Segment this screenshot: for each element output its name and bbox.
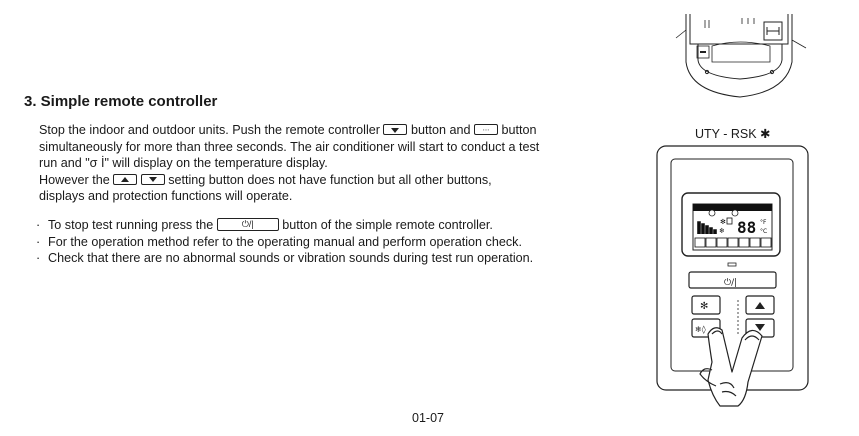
section-heading: 3. Simple remote controller (24, 93, 218, 110)
power-icon (709, 210, 715, 216)
paragraph-line-5: displays and protection functions will operate. (39, 189, 293, 204)
temperature-digits: 88 (737, 218, 757, 237)
bullet-item-3: · Check that there are no abnormal sounds or vibration sounds during test run operation. (36, 251, 534, 266)
unit-illustration-top (676, 14, 806, 97)
hand-illustration (700, 328, 762, 406)
paragraph-text: Stop the indoor and outdoor units. Push the remote controller (39, 123, 380, 137)
paragraph-text: button and (410, 123, 471, 137)
paragraph-line-2: simultaneously for more than three seconds. The air conditioner will start to conduct a test (39, 139, 540, 154)
fan-speed-bars-icon (698, 222, 716, 234)
page-number: 01-07 (412, 411, 444, 425)
bullet-text: button of the simple remote controller. (282, 218, 493, 232)
up-arrow-icon (755, 302, 765, 309)
mode-button-icon: ∙∙∙ (474, 124, 498, 135)
unit-fahrenheit: °F (760, 219, 767, 226)
remote-buttons (689, 263, 776, 337)
indicator-lamp (728, 263, 736, 266)
unit-celsius: °C (760, 228, 768, 235)
cool-icon: ❄ (719, 227, 725, 235)
down-arrow-icon (755, 324, 765, 331)
timer-icon (732, 210, 738, 216)
start-stop-button-icon: ⏻/| (217, 218, 279, 231)
mode-icons-row (695, 238, 771, 247)
mode-icon: ❄◊ (695, 325, 706, 334)
paragraph-line-3: run and "σ İ" will display on the temperature display. (39, 156, 328, 171)
fan-icon: ✻ (700, 301, 709, 312)
bullet-item-1: · To stop test running press the ⏻/| button of the simple remote controller. (36, 218, 493, 232)
paragraph-text: button (501, 123, 537, 137)
model-label: UTY - RSK ✱ (695, 127, 771, 141)
key-icon (753, 211, 764, 215)
bullet-item-2: · For the operation method refer to the operating manual and perform operation check. (36, 234, 522, 249)
paragraph-text: However the (39, 172, 110, 187)
bullet-text: For the operation method refer to the operating manual and perform operation check. (48, 234, 522, 249)
bullet-text: To stop test running press the (48, 218, 214, 232)
paragraph-text: setting button does not have function but all other buttons, (168, 172, 492, 187)
fan-icon: ✻ (720, 218, 726, 226)
remote-body (657, 146, 808, 390)
lcd-panel (682, 193, 780, 256)
power-icon: ⏻/| (724, 278, 738, 288)
bullet-text: Check that there are no abnormal sounds or vibration sounds during test run operation. (48, 251, 534, 266)
